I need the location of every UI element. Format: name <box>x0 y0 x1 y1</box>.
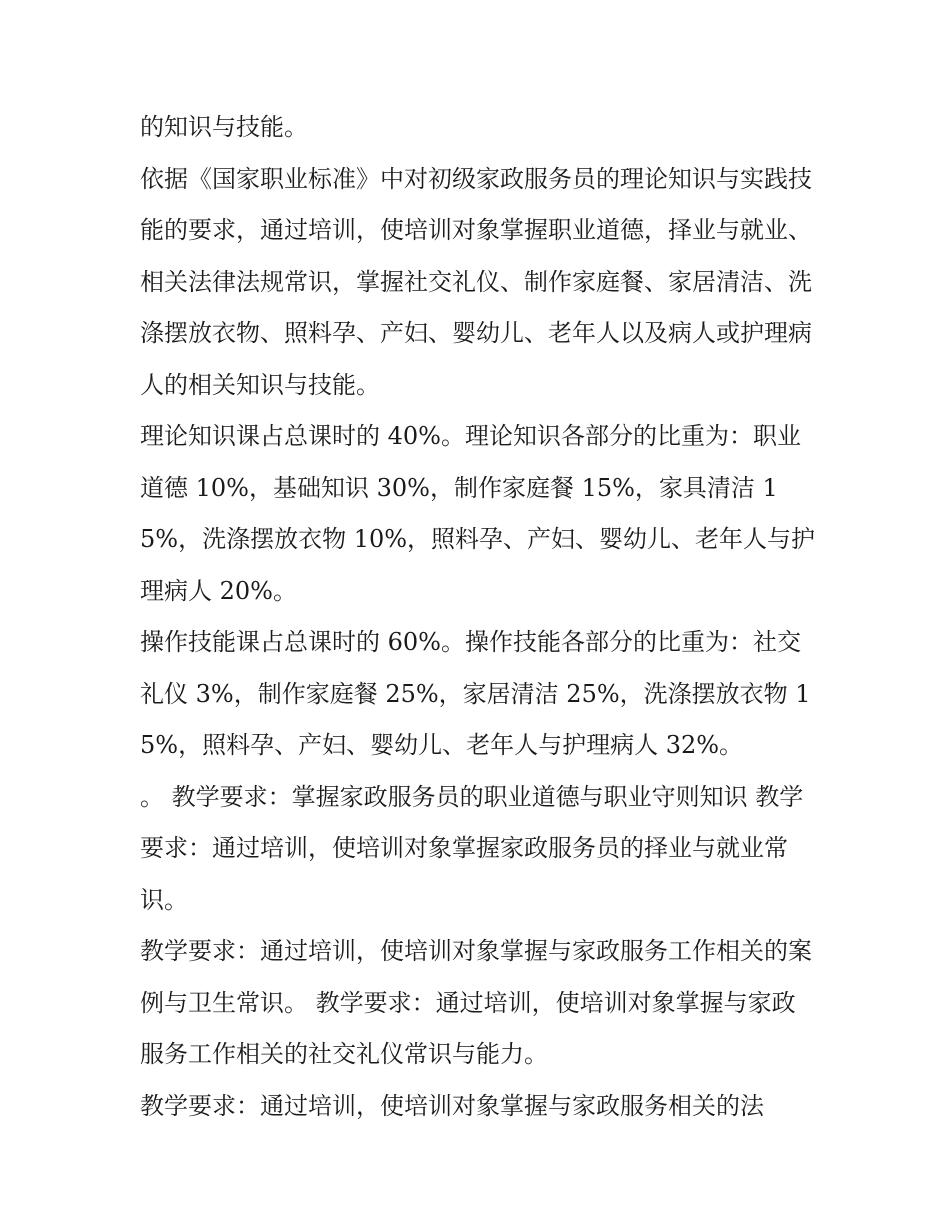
paragraph-teaching-requirements-ethics: 。 教学要求：掌握家政服务员的职业道德与职业守则知识 教学要求：通过培训，使培训对象掌握家政服务员的择业与就业常识。 <box>140 782 804 914</box>
document-body <box>140 102 816 1132</box>
paragraph-practice-weighting: 操作技能课占总课时的 60%。操作技能各部分的比重为：社交礼仪 3%，制作家庭餐 25%，家居清洁 25%，洗涤摆放衣物 15%，照料孕、产妇、婴幼儿、老年人与护理病人 32%。 <box>140 628 811 759</box>
paragraph-teaching-requirements-law: 教学要求：通过培训，使培训对象掌握与家政服务相关的法 <box>140 1091 764 1120</box>
paragraph-knowledge-skills-end: 的知识与技能。 <box>140 113 308 141</box>
paragraph-theory-weighting: 理论知识课占总课时的 40%。理论知识各部分的比重为：职业道德 10%，基础知识 30%，制作家庭餐 15%，家具清洁 15%，洗涤摆放衣物 10%，照料孕、产妇、婴幼儿、老年人与护理病人 20%。 <box>140 422 816 605</box>
paragraph-teaching-requirements-hygiene-etiquette: 教学要求：通过培训，使培训对象掌握与家政服务工作相关的案例与卫生常识。 教学要求：通过培训，使培训对象掌握与家政服务工作相关的社交礼仪常识与能力。 <box>140 937 812 1068</box>
paragraph-training-objectives: 依据《国家职业标准》中对初级家政服务员的理论知识与实践技能的要求，通过培训，使培训对象掌握职业道德，择业与就业、相关法律法规常识，掌握社交礼仪、制作家庭餐、家居清洁、洗涤摆放衣物、照料孕、产妇、婴幼儿、老年人以及病人或护理病人的相关知识与技能。 <box>140 164 812 399</box>
